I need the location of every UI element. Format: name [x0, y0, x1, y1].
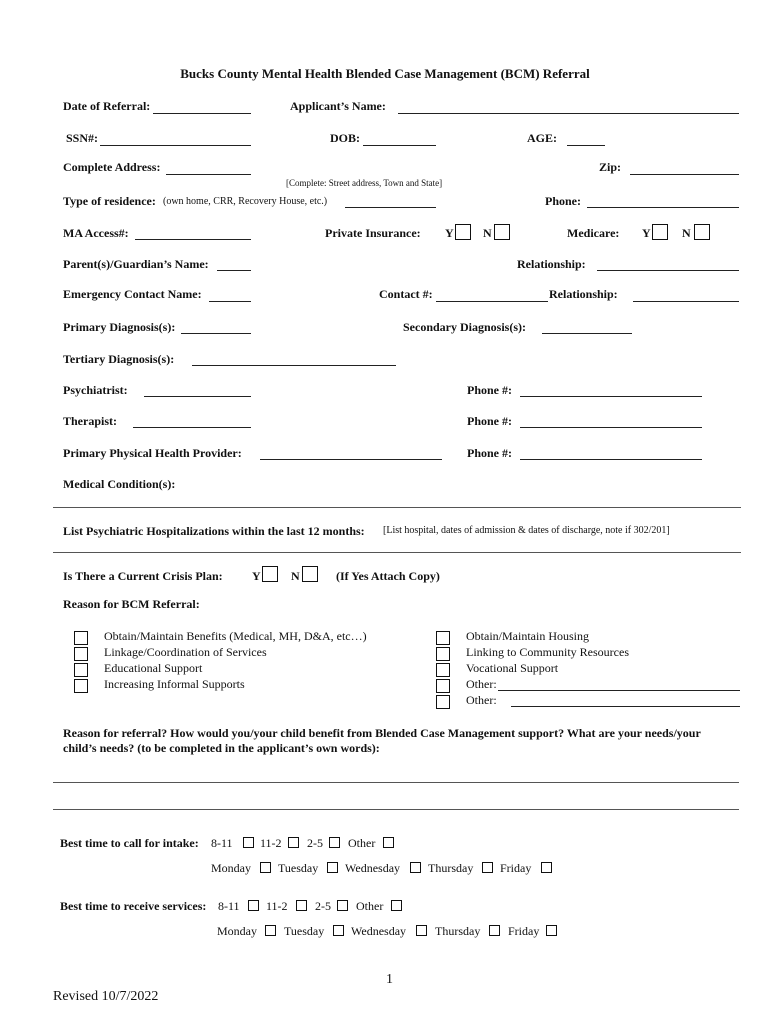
secondary-diagnosis-field[interactable]: [542, 333, 632, 334]
date-of-referral-label: Date of Referral:: [63, 99, 151, 113]
private-insurance-label: Private Insurance:: [325, 226, 421, 240]
intake-time-checkbox[interactable]: [329, 837, 340, 848]
psychiatrist-field[interactable]: [144, 396, 251, 397]
dob-field[interactable]: [363, 145, 436, 146]
therapist-phone-label: Phone #:: [467, 414, 512, 428]
crisis-plan-yes-checkbox[interactable]: [262, 566, 278, 582]
medicare-no-label: N: [682, 226, 691, 240]
crisis-plan-note: (If Yes Attach Copy): [336, 569, 440, 583]
reason-housing-checkbox[interactable]: [436, 631, 450, 645]
page-title: Bucks County Mental Health Blended Case Management (BCM) Referral: [180, 66, 590, 81]
psychiatrist-phone-label: Phone #:: [467, 383, 512, 397]
services-time-checkbox[interactable]: [296, 900, 307, 911]
services-time-label: 8-11: [218, 899, 240, 913]
intake-time-label: 11-2: [260, 836, 282, 850]
intake-day-checkbox[interactable]: [260, 862, 271, 873]
divider: [53, 507, 741, 508]
reason-informal-supports-checkbox[interactable]: [74, 679, 88, 693]
referral-question-line1: Reason for referral? How would you/your child benefit from Blended Case Management support? What are your needs/your: [63, 726, 701, 740]
secondary-diagnosis-label: Secondary Diagnosis(s):: [403, 320, 527, 334]
emergency-contact-field[interactable]: [209, 301, 251, 302]
services-day-label: Tuesday: [284, 924, 325, 938]
intake-time-checkbox[interactable]: [288, 837, 299, 848]
answer-line[interactable]: [53, 782, 739, 783]
intake-time-checkbox[interactable]: [243, 837, 254, 848]
primary-physical-phone-field[interactable]: [520, 459, 702, 460]
intake-label: Best time to call for intake:: [60, 836, 199, 850]
intake-day-checkbox[interactable]: [482, 862, 493, 873]
services-time-label: Other: [356, 899, 384, 913]
services-day-label: Friday: [508, 924, 540, 938]
reason-other1-field[interactable]: [498, 690, 740, 691]
private-insurance-yes-checkbox[interactable]: [455, 224, 471, 240]
intake-day-checkbox[interactable]: [327, 862, 338, 873]
applicant-name-label: Applicant’s Name:: [290, 99, 386, 113]
reason-benefits-label: Obtain/Maintain Benefits (Medical, MH, D&A, etc…): [104, 629, 367, 643]
applicant-name-field[interactable]: [398, 113, 739, 114]
reason-other2-checkbox[interactable]: [436, 695, 450, 709]
date-of-referral-field[interactable]: [153, 113, 251, 114]
contact-number-field[interactable]: [436, 301, 548, 302]
intake-day-label: Friday: [500, 861, 532, 875]
medicare-yes-checkbox[interactable]: [652, 224, 668, 240]
zip-field[interactable]: [630, 174, 739, 175]
therapist-field[interactable]: [133, 427, 251, 428]
therapist-phone-field[interactable]: [520, 427, 702, 428]
hospitalizations-hint: [List hospital, dates of admission & dates of discharge, note if 302/201]: [383, 525, 670, 536]
answer-line[interactable]: [53, 809, 739, 810]
complete-address-field[interactable]: [166, 174, 251, 175]
primary-physical-field[interactable]: [260, 459, 442, 460]
phone-label: Phone:: [545, 194, 581, 208]
intake-day-label: Thursday: [428, 861, 474, 875]
therapist-label: Therapist:: [63, 414, 117, 428]
ma-access-label: MA Access#:: [63, 226, 129, 240]
ma-access-field[interactable]: [135, 239, 251, 240]
private-insurance-no-checkbox[interactable]: [494, 224, 510, 240]
psychiatrist-label: Psychiatrist:: [63, 383, 128, 397]
reason-vocational-checkbox[interactable]: [436, 663, 450, 677]
intake-day-label: Tuesday: [278, 861, 319, 875]
complete-address-label: Complete Address:: [63, 160, 161, 174]
medicare-no-checkbox[interactable]: [694, 224, 710, 240]
services-day-checkbox[interactable]: [416, 925, 427, 936]
reason-linkage-label: Linkage/Coordination of Services: [104, 645, 267, 659]
hospitalizations-label: List Psychiatric Hospitalizations within the last 12 months:: [63, 524, 365, 538]
reason-other2-field[interactable]: [511, 706, 740, 707]
primary-physical-label: Primary Physical Health Provider:: [63, 446, 242, 460]
intake-time-label: Other: [348, 836, 376, 850]
reason-housing-label: Obtain/Maintain Housing: [466, 629, 589, 643]
phone-field[interactable]: [587, 207, 739, 208]
medicare-yes-label: Y: [642, 226, 651, 240]
type-of-residence-field[interactable]: [345, 207, 436, 208]
reason-educational-checkbox[interactable]: [74, 663, 88, 677]
tertiary-diagnosis-label: Tertiary Diagnosis(s):: [63, 352, 175, 366]
relationship-field[interactable]: [597, 270, 739, 271]
residence-hint: (own home, CRR, Recovery House, etc.): [163, 196, 328, 207]
services-day-label: Monday: [217, 924, 257, 938]
relationship-label: Relationship:: [517, 257, 586, 271]
services-time-checkbox[interactable]: [391, 900, 402, 911]
services-day-label: Thursday: [435, 924, 481, 938]
reason-linkage-checkbox[interactable]: [74, 647, 88, 661]
primary-physical-phone-label: Phone #:: [467, 446, 512, 460]
zip-label: Zip:: [599, 160, 622, 174]
crisis-plan-yes-label: Y: [252, 569, 261, 583]
intake-time-label: 8-11: [211, 836, 233, 850]
primary-diagnosis-label: Primary Diagnosis(s):: [63, 320, 176, 334]
reason-other1-checkbox[interactable]: [436, 679, 450, 693]
intake-day-label: Monday: [211, 861, 251, 875]
contact-number-label: Contact #:: [379, 287, 433, 301]
crisis-plan-label: Is There a Current Crisis Plan:: [63, 569, 223, 583]
services-time-checkbox[interactable]: [337, 900, 348, 911]
intake-time-checkbox[interactable]: [383, 837, 394, 848]
parent-guardian-field[interactable]: [217, 270, 251, 271]
tertiary-diagnosis-field[interactable]: [192, 365, 396, 366]
intake-day-label: Wednesday: [345, 861, 401, 875]
private-insurance-no-label: N: [483, 226, 492, 240]
reason-vocational-label: Vocational Support: [466, 661, 559, 675]
services-time-label: 2-5: [315, 899, 331, 913]
services-label: Best time to receive services:: [60, 899, 207, 913]
reason-informal-supports-label: Increasing Informal Supports: [104, 677, 245, 691]
parent-guardian-label: Parent(s)/Guardian’s Name:: [63, 257, 209, 271]
divider: [53, 552, 741, 553]
address-hint: [Complete: Street address, Town and State]: [286, 178, 443, 188]
services-time-checkbox[interactable]: [248, 900, 259, 911]
emergency-contact-label: Emergency Contact Name:: [63, 287, 202, 301]
crisis-plan-no-checkbox[interactable]: [302, 566, 318, 582]
intake-day-checkbox[interactable]: [541, 862, 552, 873]
reason-educational-label: Educational Support: [104, 661, 203, 675]
reason-community-resources-checkbox[interactable]: [436, 647, 450, 661]
psychiatrist-phone-field[interactable]: [520, 396, 702, 397]
services-day-checkbox[interactable]: [489, 925, 500, 936]
services-day-label: Wednesday: [351, 924, 407, 938]
dob-label: DOB:: [330, 131, 360, 145]
ssn-label: SSN#:: [66, 131, 99, 145]
services-day-checkbox[interactable]: [546, 925, 557, 936]
private-insurance-yes-label: Y: [445, 226, 454, 240]
medicare-label: Medicare:: [567, 226, 620, 240]
medical-conditions-label: Medical Condition(s):: [63, 477, 176, 491]
reasons-label: Reason for BCM Referral:: [63, 597, 200, 611]
age-label: AGE:: [527, 131, 557, 145]
referral-question-line2: child’s needs? (to be completed in the applicant’s own words):: [63, 741, 380, 755]
reason-community-resources-label: Linking to Community Resources: [466, 645, 629, 659]
revised-date: Revised 10/7/2022: [53, 989, 159, 1004]
page-number: 1: [386, 972, 393, 987]
reason-other2-label: Other:: [466, 693, 497, 707]
age-field[interactable]: [567, 145, 605, 146]
crisis-plan-no-label: N: [291, 569, 300, 583]
intake-time-label: 2-5: [307, 836, 323, 850]
primary-diagnosis-field[interactable]: [181, 333, 251, 334]
services-time-label: 11-2: [266, 899, 288, 913]
ssn-field[interactable]: [100, 145, 251, 146]
services-day-checkbox[interactable]: [265, 925, 276, 936]
reason-benefits-checkbox[interactable]: [74, 631, 88, 645]
reason-other1-label: Other:: [466, 677, 497, 691]
intake-day-checkbox[interactable]: [410, 862, 421, 873]
services-day-checkbox[interactable]: [333, 925, 344, 936]
type-of-residence-label: Type of residence:: [63, 194, 156, 208]
emergency-relationship-field[interactable]: [633, 301, 739, 302]
emergency-relationship-label: Relationship:: [549, 287, 618, 301]
